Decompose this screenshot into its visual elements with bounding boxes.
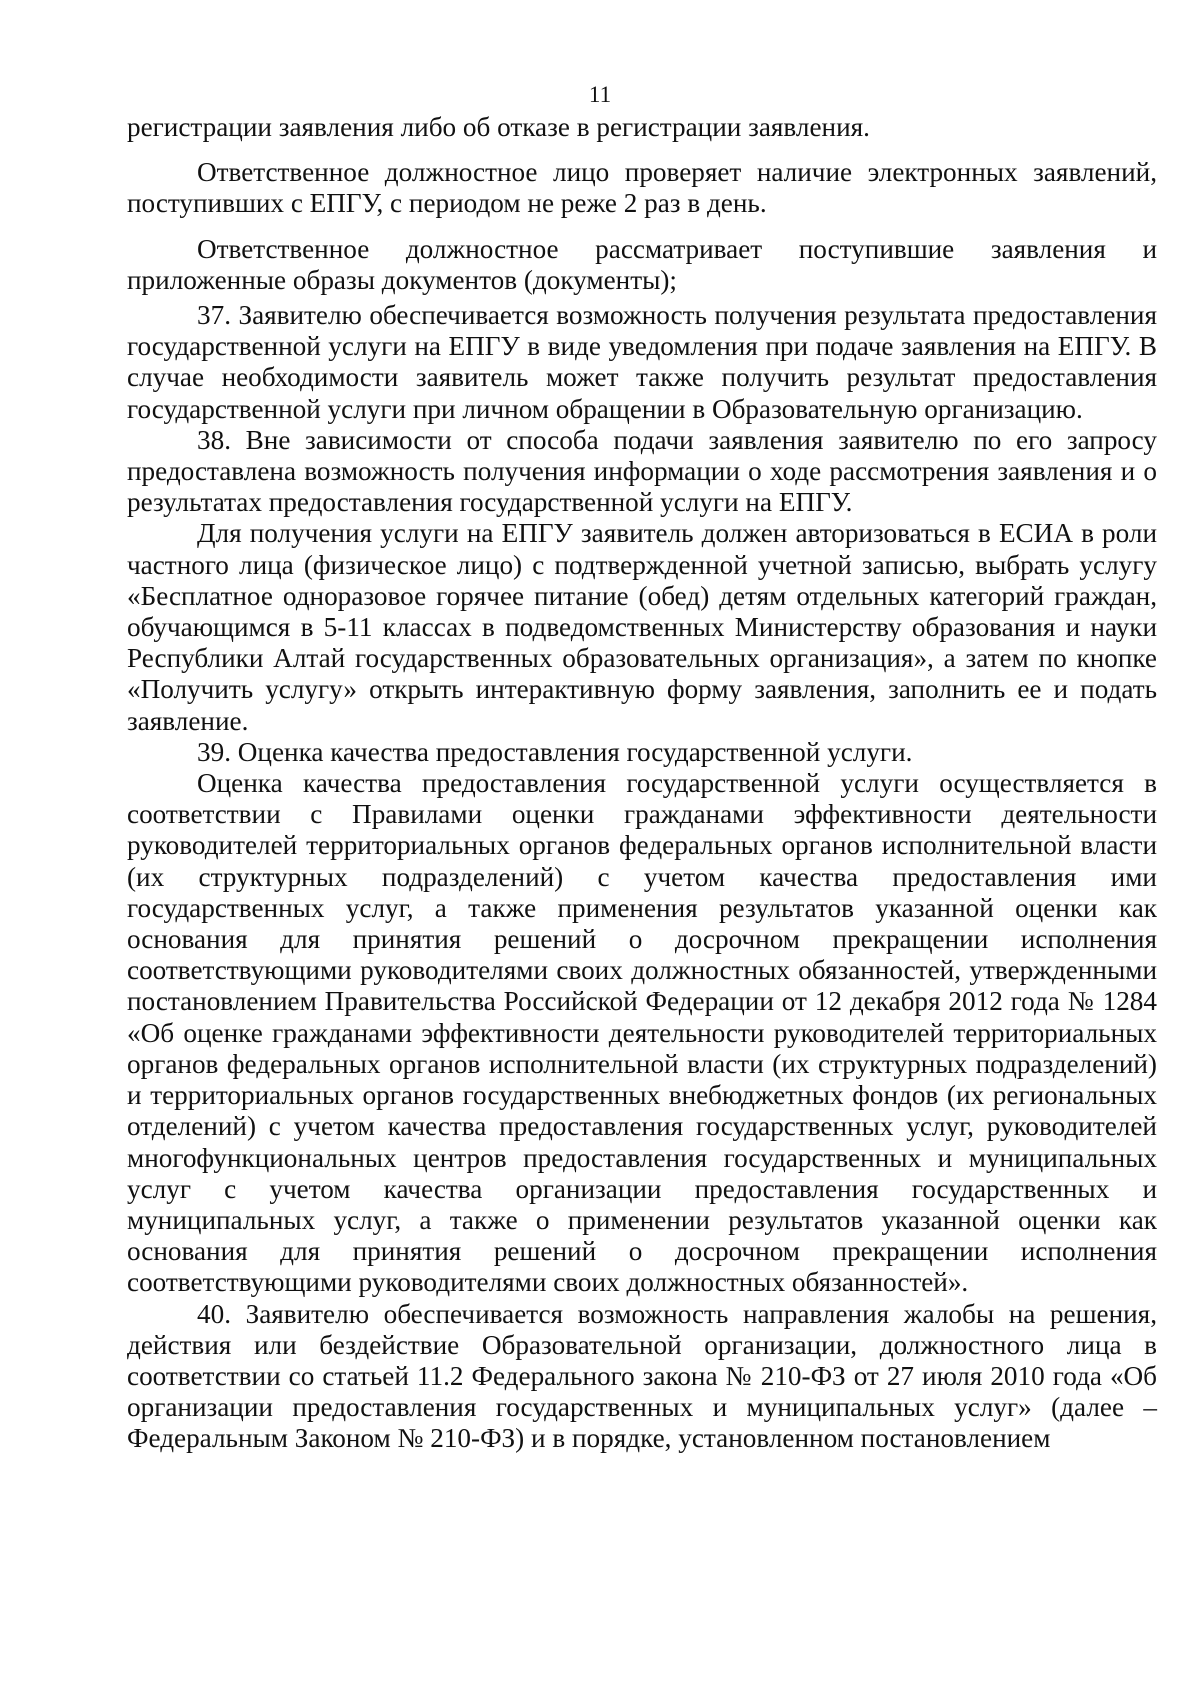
- paragraph-quality-assessment: Оценка качества предоставления государственной услуги осуществляется в соответствии с Правилами оценки гражданами эффективности деятельности руководителей территориальных органов федеральных органов исполнительной власти (их структурных подразделений) с учетом качества предоставления ими государственных услуг, а также применения результатов указанной оценки как основания для принятия решений о досрочном прекращении исполнения соответствующими руководителями своих должностных обязанностей, утвержденными постановлением Правительства Российской Федерации от 12 декабря 2012 года № 1284 «Об оценке гражданами эффективности деятельности руководителей территориальных органов федеральных органов исполнительной власти (их структурных подразделений) и территориальных органов государственных внебюджетных фондов (их региональных отделений) с учетом качества предоставления государственных услуг, руководителей многофункциональных центров предоставления государственных и муниципальных услуг с учетом качества организации предоставления государственных и муниципальных услуг, а также о применении результатов указанной оценки как основания для принятия решений о досрочном прекращении исполнения соответствующими руководителями своих должностных обязанностей».: [127, 768, 1157, 1298]
- paragraph-item-39: 39. Оценка качества предоставления государственной услуги.: [197, 736, 913, 767]
- paragraph-item-38: 38. Вне зависимости от способа подачи заявления заявителю по его запросу предоставлена возможность получения информации о ходе рассмотрения заявления и о результатах предоставления государственной услуги на ЕПГУ.: [127, 424, 1157, 518]
- paragraph-epgu-authorization: Для получения услуги на ЕПГУ заявитель должен авторизоваться в ЕСИА в роли частного лица (физическое лицо) с подтвержденной учетной записью, выбрать услугу «Бесплатное одноразовое горячее питание (обед) детям отдельных категорий граждан, обучающимся в 5-11 классах в подведомственных Министерству образования и науки Республики Алтай государственных образовательных организация», а затем по кнопке «Получить услугу» открыть интерактивную форму заявления, заполнить ее и подать заявление.: [127, 518, 1157, 736]
- paragraph-review-applications: Ответственное должностное рассматривает поступившие заявления и приложенные образы документов (документы);: [127, 233, 1157, 295]
- document-body: [127, 112, 1157, 1455]
- page-number: 11: [588, 82, 612, 107]
- paragraph-item-37: 37. Заявителю обеспечивается возможность получения результата предоставления государственной услуги на ЕПГУ в виде уведомления при подаче заявления на ЕПГУ. В случае необходимости заявитель может также получить результат предоставления государственной услуги при личном обращении в Образовательную организацию.: [127, 300, 1157, 424]
- paragraph-item-40: 40. Заявителю обеспечивается возможность направления жалобы на решения, действия или бездействие Образовательной организации, должностного лица в соответствии со статьей 11.2 Федерального закона № 210-ФЗ от 27 июля 2010 года «Об организации предоставления государственных и муниципальных услуг» (далее – Федеральным Законом № 210-ФЗ) и в порядке, установленном постановлением: [127, 1298, 1157, 1454]
- paragraph-registration-continuation: регистрации заявления либо об отказе в регистрации заявления.: [127, 112, 870, 142]
- paragraph-check-applications: Ответственное должностное лицо проверяет наличие электронных заявлений, поступивших с ЕПГУ, с периодом не реже 2 раз в день.: [127, 157, 1157, 219]
